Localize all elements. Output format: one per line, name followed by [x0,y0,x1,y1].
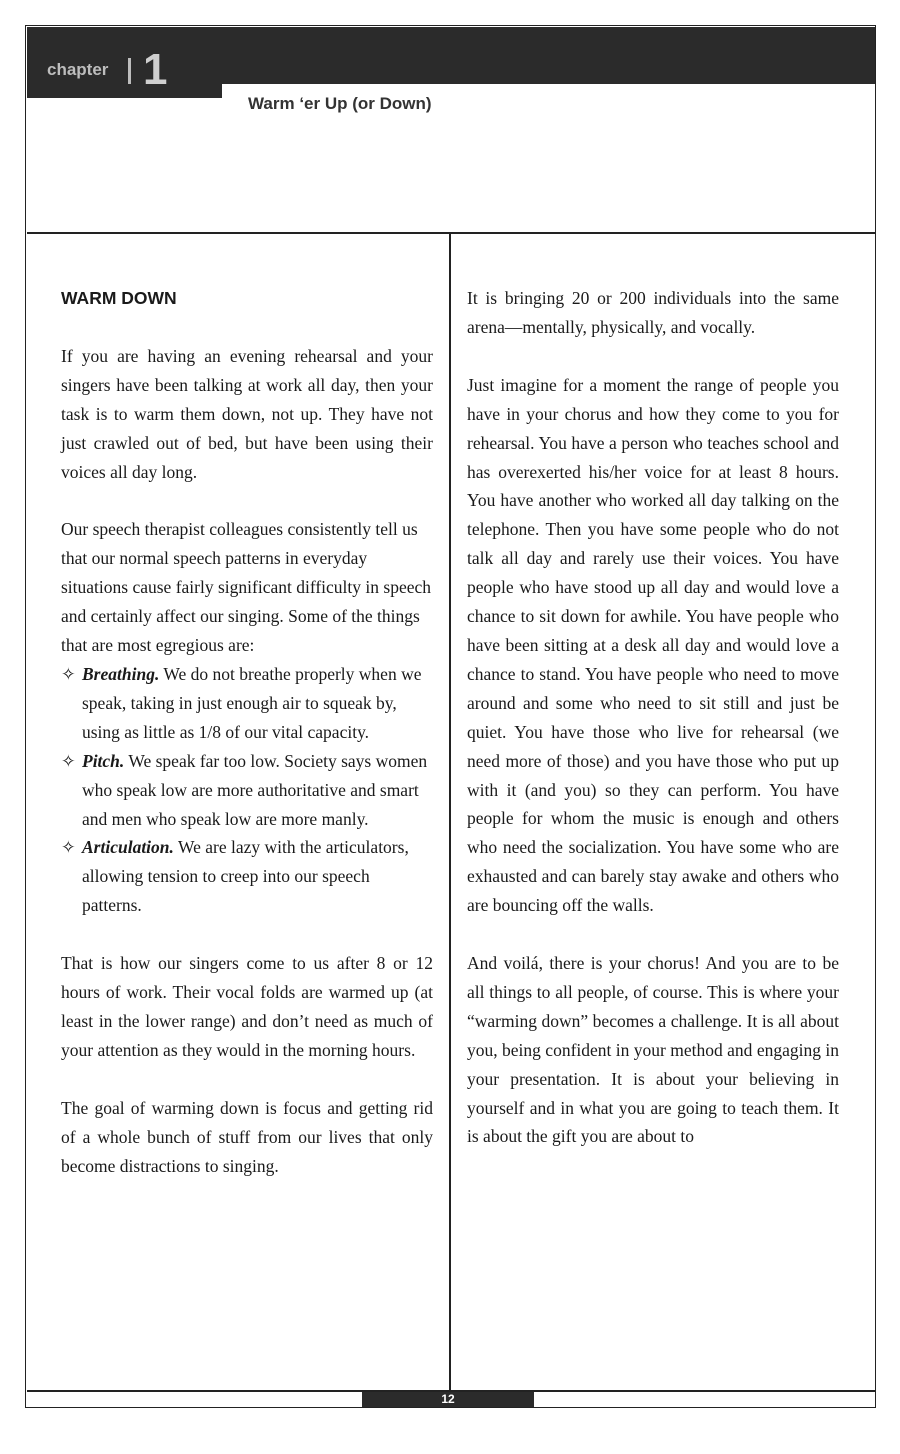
chapter-tab [27,84,222,98]
chapter-label: chapter [47,60,109,79]
paragraph: It is bringing 20 or 200 individuals into the same arena—mentally, physically, and vocally. [467,288,839,337]
bullet-item [61,660,433,747]
bullet-icon: ✧ [61,837,76,858]
bullet-term: Pitch. [82,750,125,771]
bullet-term: Breathing. [82,663,160,684]
paragraph: If you are having an evening rehearsal and your singers have been talking at work all day, then your task is to warm them down, not up. They have not just crawled out of bed, but have been using their voices all day long. [61,345,433,482]
page-number: 12 [362,1392,534,1407]
chapter-separator [128,58,131,84]
header-rule [27,232,875,234]
bullet-text: We are lazy with the articulators, allowing tension to creep into our speech patterns. [82,837,409,916]
paragraph: And voilá, there is your chorus! And you are to be all things to all people, of course. This is where your “warming down” becomes a challenge. It is all about you, being confident in your method and engaging in your presentation. It is about your believing in yourself and in what you are going to teach them. It is about the gift you are about to [467,953,839,1147]
bullet-text: We speak far too low. Society says women who speak low are more authoritative and smart and men who speak low are more manly. [82,750,428,829]
chapter-title: Warm ‘er Up (or Down) [248,94,432,113]
column-divider [449,234,451,1392]
paragraph: Our speech therapist colleagues consistently tell us that our normal speech patterns in everyday situations cause fairly significant difficulty in speech and certainly affect our singing. Some of the things that are most egregious are: [61,519,431,656]
paragraph: That is how our singers come to us after 8 or 12 hours of work. Their vocal folds are warmed up (at least in the lower range) and don’t need as much of your attention as they would in the morning hours. [61,953,433,1060]
bullet-icon: ✧ [61,663,76,684]
right-column [467,284,839,1180]
chapter-number: 1 [143,45,168,94]
bullet-item [61,747,433,834]
paragraph: Just imagine for a moment the range of people you have in your chorus and how they come to you for rehearsal. You have a person who teaches school and has overexerted his/her voice for at least 8 hours. You have another who worked all day talking on the telephone. Then you have some people who do not talk all day and rarely use their voices. You have people who have stood up all day and would love a chance to sit down for awhile. You have people who have been sitting at a desk all day and would love a chance to stand. You have people who need to move around and some who need to sit still and just be quiet. You have those who live for rehearsal (we need more of those) and you have those who put up with it (and you) so they can perform. You have people for whom the music is enough and others who need the socialization. You have some who are exhausted and can barely stay awake and others who are bouncing off the walls. [467,374,839,916]
bullet-list [61,660,433,920]
bullet-term: Articulation. [82,837,174,858]
section-heading: WARM DOWN [61,288,177,308]
bullet-item [61,833,433,920]
bullet-text: We do not breathe properly when we speak, taking in just enough air to squeak by, using as little as 1/8 of our vital capacity. [82,663,422,742]
bullet-icon: ✧ [61,750,76,771]
paragraph: The goal of warming down is focus and getting rid of a whole bunch of stuff from our lives that only become distractions to singing. [61,1097,433,1176]
left-column [61,284,433,1209]
